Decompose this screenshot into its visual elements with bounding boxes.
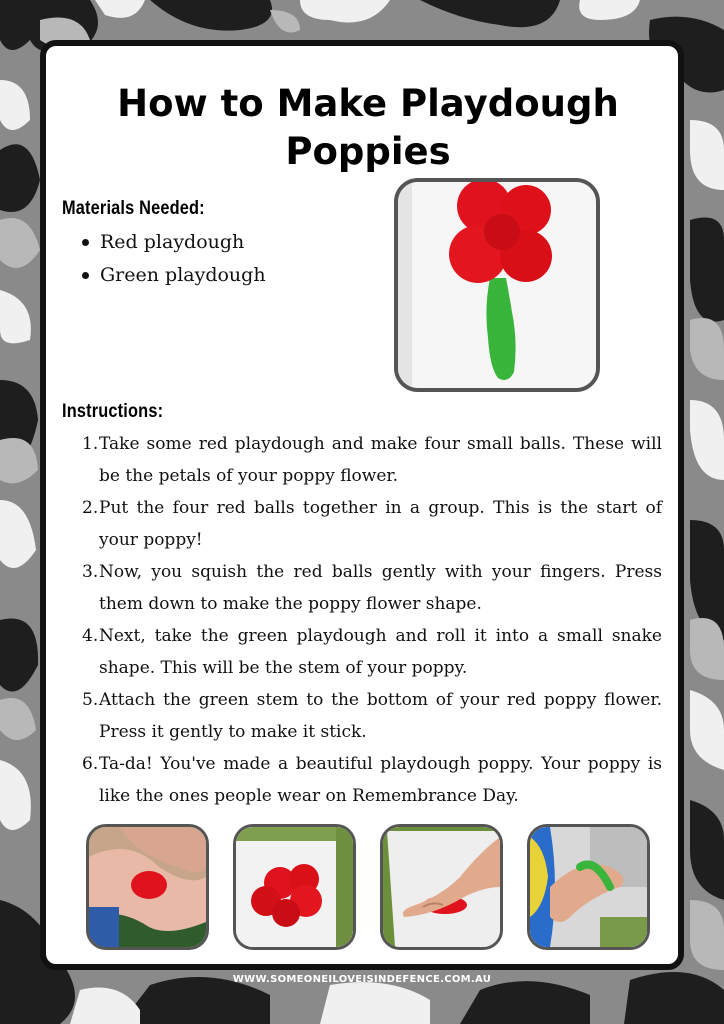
step-photo-group (233, 824, 356, 950)
instruction-step: 2. Put the four red balls together in a group. This is the start of your poppy! (82, 498, 662, 550)
instructions-heading: Instructions: (62, 401, 164, 422)
bullet-icon (82, 239, 89, 246)
step-photo-balls (86, 824, 209, 950)
footer-url: WWW.SOMEONEILOVEISINDEFENCE.COM.AU (232, 974, 492, 985)
instruction-step: 1. Take some red playdough and make four small balls. These will be the petals of your poppy flower. (82, 434, 662, 486)
materials-list (76, 226, 266, 292)
instruction-step: 5. Attach the green stem to the bottom of your red poppy flower. Press it gently to make it stick. (82, 690, 662, 742)
title-line-1: How to Make Playdough (117, 82, 619, 125)
step-photo-squish (380, 824, 503, 950)
materials-item: Green playdough (76, 259, 266, 292)
step-photo-roll (527, 824, 650, 950)
instructions-list (82, 428, 662, 812)
instruction-step: 6. Ta-da! You've made a beautiful playdough poppy. Your poppy is like the ones people wear on Remembrance Day. (82, 754, 662, 806)
materials-item: Red playdough (76, 226, 266, 259)
poppy-hero-photo (394, 178, 600, 392)
instruction-step: 4. Next, take the green playdough and roll it into a small snake shape. This will be the stem of your poppy. (82, 626, 662, 678)
instruction-card (40, 40, 684, 970)
title-line-2: Poppies (285, 130, 451, 173)
page-title (46, 80, 684, 176)
bullet-icon (82, 272, 89, 279)
materials-heading: Materials Needed: (62, 198, 205, 219)
instruction-step: 3. Now, you squish the red balls gently with your fingers. Press them down to make the poppy flower shape. (82, 562, 662, 614)
